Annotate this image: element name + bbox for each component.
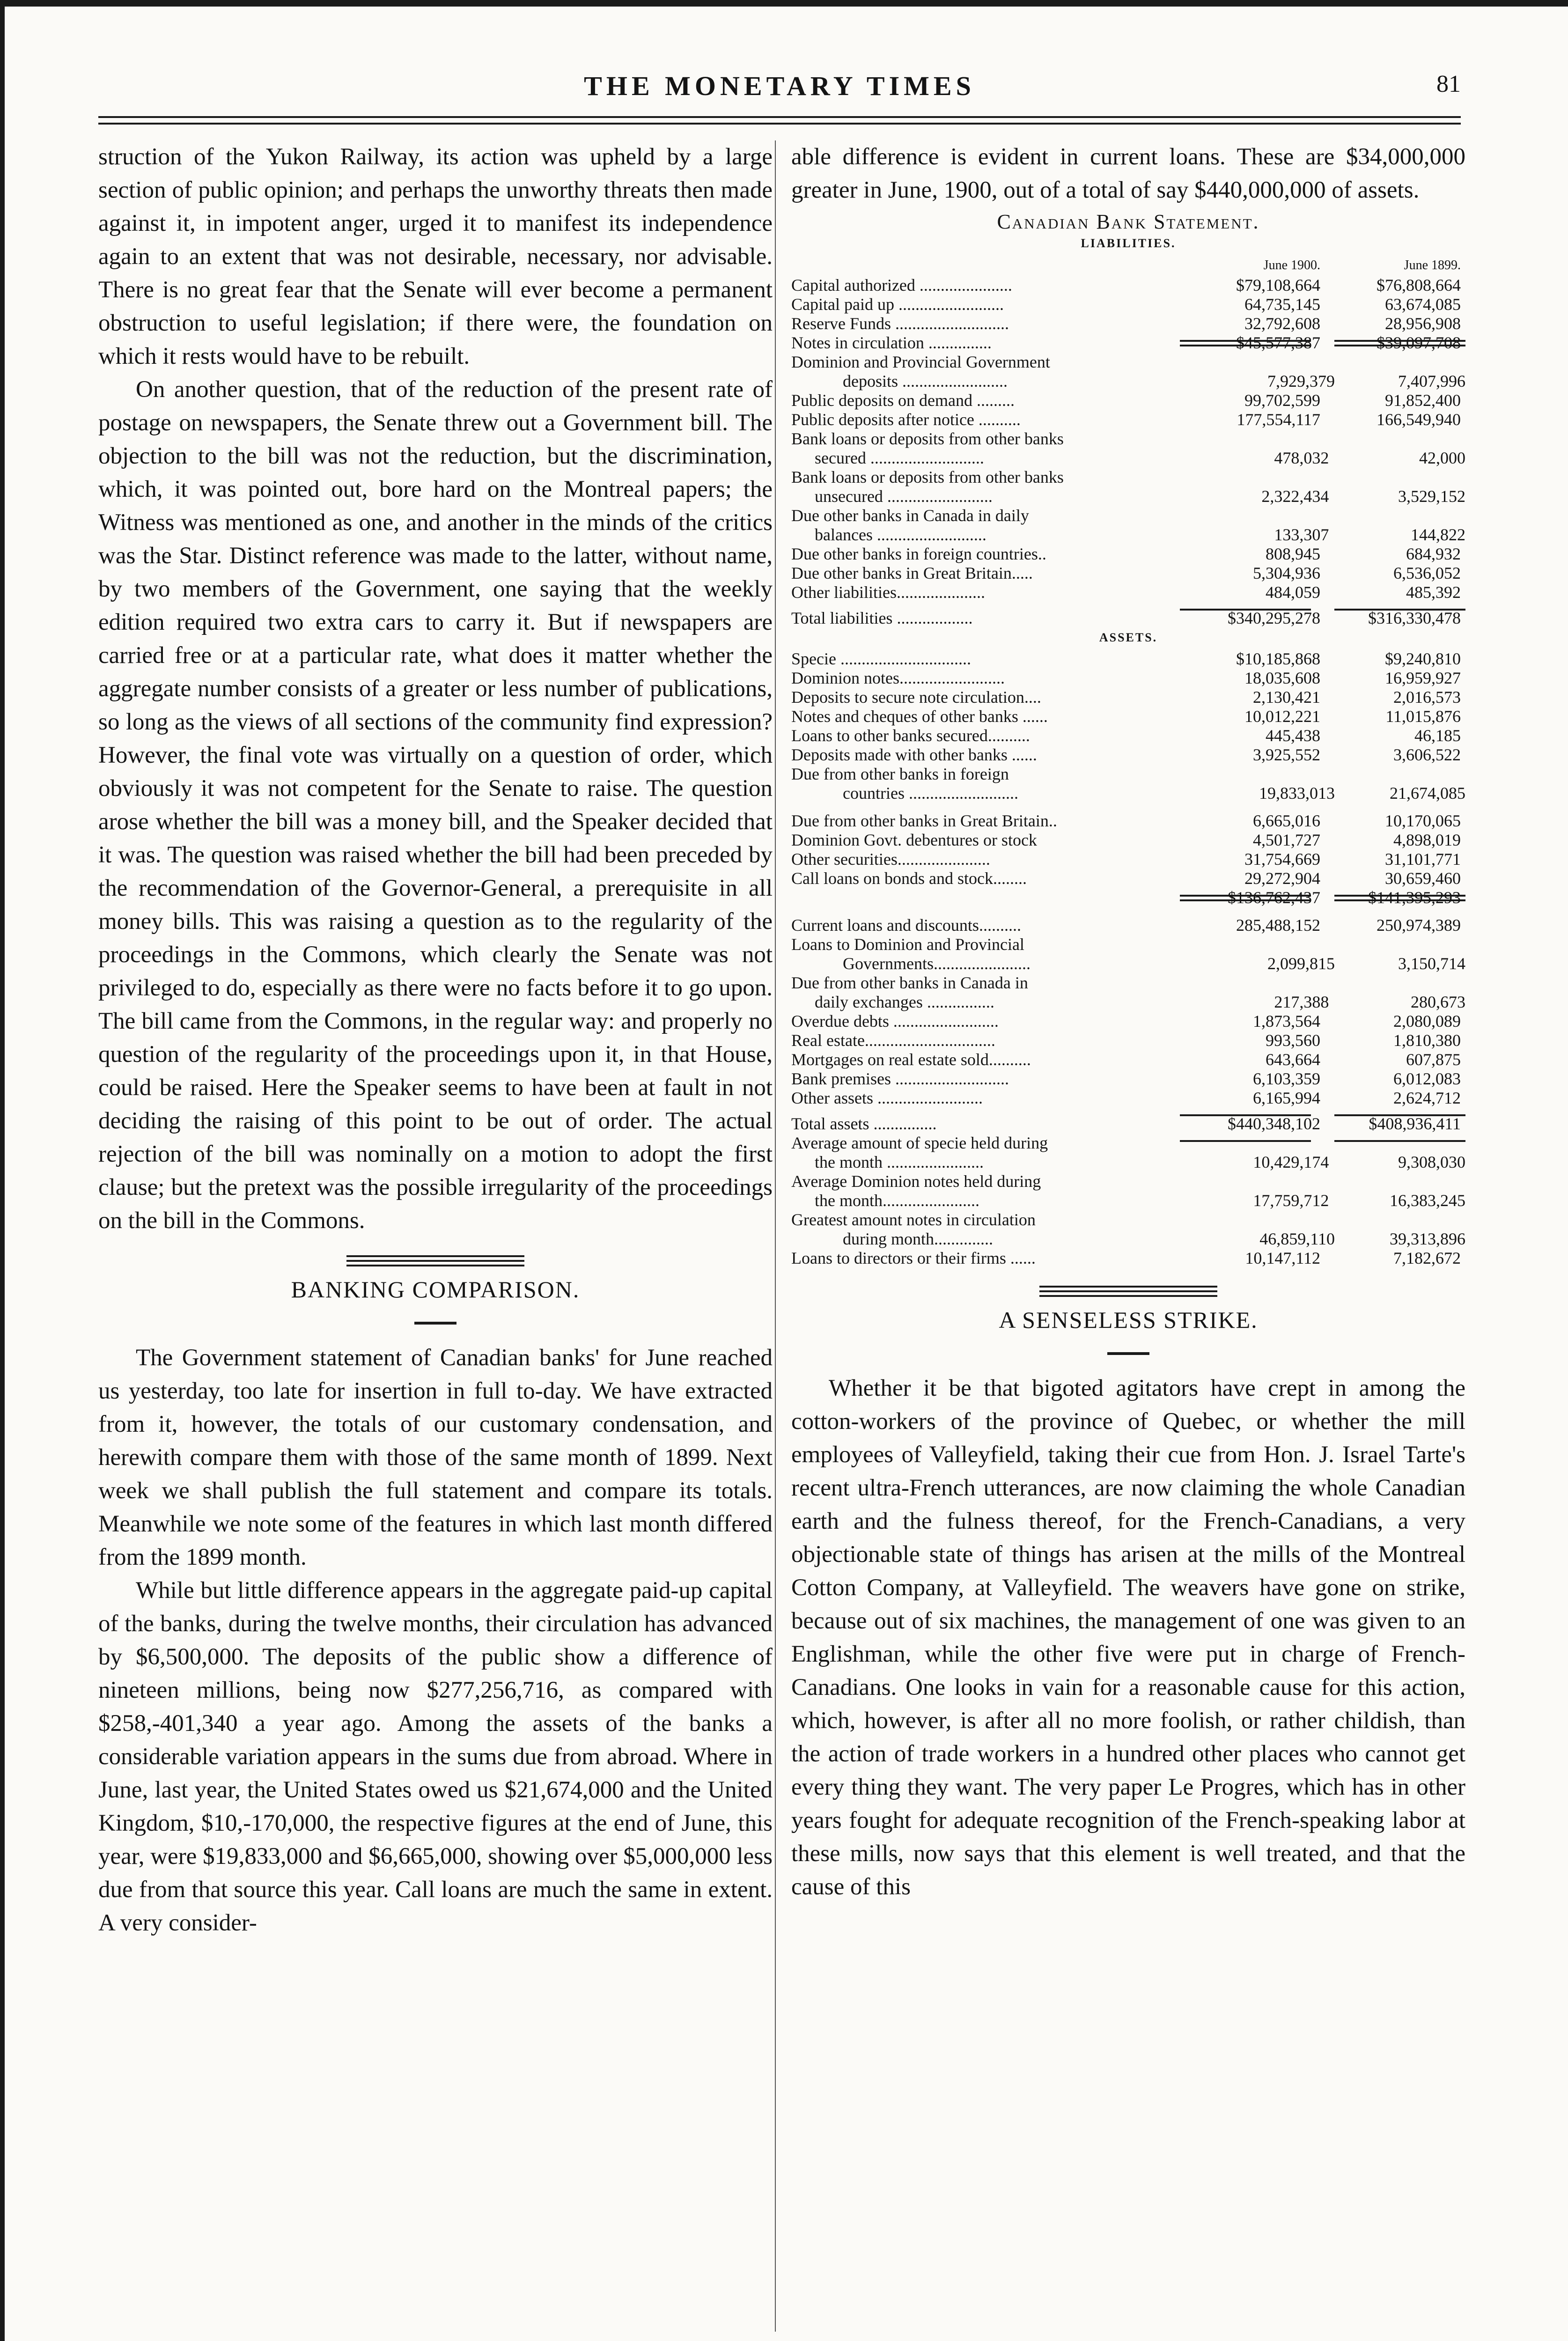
row-label: Other securities......................: [791, 850, 990, 869]
value-1899: 4,898,019: [1393, 831, 1461, 849]
value-1900: 32,792,608: [1244, 314, 1320, 333]
row-label: Due other banks in Canada in daily: [791, 506, 1029, 525]
row-label: Total liabilities ..................: [791, 609, 973, 627]
table-row: [791, 1249, 1465, 1268]
value-1899: 2,016,573: [1393, 688, 1461, 707]
value-1899: 39,313,896: [1389, 1229, 1465, 1248]
table-row: [791, 1069, 1465, 1089]
value-1899: 6,012,083: [1393, 1069, 1461, 1088]
value-1899: 6,536,052: [1393, 564, 1461, 582]
page-top-border: [0, 0, 1568, 7]
row-label: Dominion notes.........................: [791, 669, 1005, 687]
row-label: Dominion and Provincial Government: [791, 353, 1050, 371]
table-row: [791, 973, 1465, 993]
value-1899: 250,974,389: [1377, 916, 1461, 935]
table-row: [791, 449, 1465, 468]
value-1900: 18,035,608: [1244, 669, 1320, 687]
total-row: [791, 609, 1465, 628]
value-1900: 285,488,152: [1236, 916, 1320, 935]
value-1899: 166,549,940: [1377, 410, 1461, 429]
row-label: secured ...........................: [815, 449, 984, 467]
value-1900: 993,560: [1266, 1031, 1320, 1050]
value-1899: 684,932: [1406, 545, 1461, 563]
value-1899: 10,170,065: [1385, 811, 1461, 830]
column-header-1899: June 1899.: [1404, 258, 1461, 272]
value-1900: 478,032: [1274, 449, 1329, 467]
row-label: Bank loans or deposits from other banks: [791, 429, 1064, 448]
table-row: [791, 850, 1465, 869]
table-row: [791, 583, 1465, 602]
value-1900: $45,577,387: [1236, 333, 1320, 352]
row-label: Public deposits on demand .........: [791, 391, 1015, 410]
row-label: Loans to directors or their firms ......: [791, 1249, 1036, 1267]
value-1900: 7,929,379: [1267, 372, 1335, 390]
value-1900: 6,103,359: [1253, 1069, 1320, 1088]
value-1900: 6,665,016: [1253, 811, 1320, 830]
value-1899: 16,383,245: [1390, 1191, 1465, 1210]
page-left-border: [0, 0, 5, 2341]
value-1900: $79,108,664: [1236, 276, 1320, 294]
header-rule-top: [98, 116, 1461, 118]
row-label: Notes in circulation ...............: [791, 333, 992, 352]
row-label: balances ..........................: [815, 525, 986, 544]
assets-label: ASSETS.: [1099, 631, 1158, 644]
value-1899: 16,959,927: [1385, 669, 1461, 687]
table-row: [791, 688, 1465, 707]
table-row: [791, 1134, 1465, 1153]
table-header-row: [791, 255, 1465, 276]
article-paragraph: The Government statement of Canadian banks' for June reached us yesterday, too late for insertion in full to-day. We have extracted from it, however, the totals of our customary condensation, and herewith compare them with those of the same month of 1899. Next week we shall publish the full statement and compare its totals. Meanwhile we note some of the features in which last month differed from the 1899 month.: [98, 1345, 773, 1570]
value-1899: 485,392: [1406, 583, 1461, 602]
table-row: [791, 811, 1465, 831]
article-paragraph: While but little difference appears in the aggregate paid-up capital of the banks, during the twelve months, their circulation has advanced by $6,500,000. The deposits of the public show a difference of nineteen millions, being now $277,256,716, as compared with $258,-401,340 a year ago. Among the assets of the banks a considerable variation appears in the sums due from abroad. Where in June, last year, the United States owed us $21,674,000 and the United Kingdom, $10,-170,000, the respective figures at the end of June, this year, were $19,833,000 and $6,665,000, showing over $5,000,000 less due from that source this year. Call loans are much the same in extent. A very consider-: [98, 1577, 773, 1936]
value-1899: 2,080,089: [1393, 1012, 1461, 1031]
row-label: Dominion Govt. debentures or stock: [791, 831, 1037, 849]
bank-statement-table: [791, 255, 1465, 1268]
value-1899: 42,000: [1419, 449, 1465, 467]
table-row: [791, 831, 1465, 850]
table-row: [791, 869, 1465, 888]
value-1899: $9,240,810: [1385, 649, 1461, 668]
table-row: [791, 669, 1465, 688]
value-1899: 3,606,522: [1393, 745, 1461, 764]
table-row: [791, 391, 1465, 410]
value-1900: 217,388: [1274, 993, 1329, 1011]
value-1900: 10,012,221: [1244, 707, 1320, 726]
table-row: [791, 545, 1465, 564]
value-1899: $316,330,478: [1368, 609, 1461, 627]
row-label: Due from other banks in Canada in: [791, 973, 1028, 992]
row-label: Real estate...............................: [791, 1031, 995, 1050]
table-row: [791, 1012, 1465, 1031]
row-label: countries ..........................: [843, 784, 1018, 802]
value-1899: $39,097,708: [1377, 333, 1461, 352]
value-1899: 91,852,400: [1385, 391, 1461, 410]
value-1900: 808,945: [1266, 545, 1320, 563]
running-header: [98, 70, 1461, 126]
row-label: unsecured .........................: [815, 487, 993, 506]
row-label: Due from other banks in Great Britain..: [791, 811, 1057, 830]
section-divider: [1039, 1286, 1217, 1297]
value-1899: 28,956,908: [1385, 314, 1461, 333]
value-1899: 7,407,996: [1398, 372, 1465, 390]
total-row: [791, 1114, 1465, 1134]
value-1900: 10,429,174: [1253, 1153, 1329, 1171]
table-row: [791, 935, 1465, 954]
row-label: Bank premises ...........................: [791, 1069, 1009, 1088]
row-label: Reserve Funds ...........................: [791, 314, 1009, 333]
row-label: Mortgages on real estate sold..........: [791, 1050, 1031, 1069]
left-column: [98, 140, 773, 1940]
value-1900: 10,147,112: [1245, 1249, 1320, 1267]
value-1900: $340,295,278: [1228, 609, 1320, 627]
row-label: Capital authorized ......................: [791, 276, 1012, 294]
value-1900: 4,501,727: [1253, 831, 1320, 849]
value-1900: 29,272,904: [1244, 869, 1320, 888]
value-1900: 133,307: [1274, 525, 1329, 544]
short-rule: [1107, 1352, 1149, 1355]
value-1899: 11,015,876: [1385, 707, 1461, 726]
table-row: [791, 333, 1465, 353]
value-1899: 30,659,460: [1385, 869, 1461, 888]
table-row: [791, 525, 1465, 545]
value-1900: 46,859,110: [1259, 1229, 1335, 1248]
row-label: Governments.......................: [843, 954, 1031, 973]
value-1900: 6,165,994: [1253, 1089, 1320, 1107]
value-1900: 2,130,421: [1253, 688, 1320, 707]
value-1899: 3,150,714: [1398, 954, 1465, 973]
table-row: [791, 707, 1465, 726]
table-row: [791, 1229, 1465, 1249]
table-row: [791, 1050, 1465, 1069]
row-label: Deposits made with other banks ......: [791, 745, 1037, 764]
value-1900: 3,925,552: [1253, 745, 1320, 764]
value-1900: 99,702,599: [1244, 391, 1320, 410]
section-divider: [346, 1255, 524, 1266]
table-row: [791, 1210, 1465, 1229]
column-divider: [775, 140, 776, 2332]
row-label: Other liabilities.....................: [791, 583, 985, 602]
table-row: [791, 410, 1465, 429]
row-label: Notes and cheques of other banks ......: [791, 707, 1048, 726]
value-1900: $136,762,437: [1228, 888, 1320, 907]
subtotal-row: [791, 888, 1465, 907]
section-heading-banking: BANKING COMPARISON.: [291, 1276, 580, 1303]
table-row: [791, 468, 1465, 487]
table-row: [791, 1031, 1465, 1050]
article-paragraph: Whether it be that bigoted agitators have crept in among the cotton-workers of the province of Quebec, or whether the mill employees of Valleyfield, taking their cue from Hon. J. Israel Tarte's recent ultra-French utterances, are now claiming the whole Canadian earth and the fulness thereof, for the French-Canadians, a very objectionable state of things has arisen at the mills of the Montreal Cotton Company, at Valleyfield. The weavers have gone on strike, because out of six machines, the management of one was given to an Englishman, while the other five were put in charge of French-Canadians. One looks in vain for a reasonable cause for this action, which, however, is after all no more foolish, or rather childish, than the action of trade workers in a hundred other places who cannot get every thing they want. The very paper Le Progres, which has in other years fought for adequate recognition of the French-speaking labor at these mills, now says that this element is well treated, and that the cause of this: [791, 1375, 1465, 1900]
row-label: Greatest amount notes in circulation: [791, 1210, 1036, 1229]
table-row: [791, 372, 1465, 391]
value-1899: 1,810,380: [1393, 1031, 1461, 1050]
row-label: Total assets ...............: [791, 1114, 937, 1133]
row-label: Average Dominion notes held during: [791, 1172, 1041, 1191]
table-row: [791, 954, 1465, 973]
value-1900: 484,059: [1266, 583, 1320, 602]
row-label: Deposits to secure note circulation....: [791, 688, 1041, 707]
right-column: [791, 140, 1465, 1904]
column-header-1900: June 1900.: [1263, 258, 1320, 272]
value-1899: 63,674,085: [1385, 295, 1461, 314]
row-label: Capital paid up .........................: [791, 295, 1004, 314]
table-row: [791, 429, 1465, 449]
table-row: [791, 564, 1465, 583]
value-1900: 64,735,145: [1244, 295, 1320, 314]
value-1900: 5,304,936: [1253, 564, 1320, 582]
value-1899: 31,101,771: [1385, 850, 1461, 869]
value-1899: 21,674,085: [1389, 784, 1465, 802]
short-rule: [414, 1322, 456, 1325]
value-1899: 9,308,030: [1398, 1153, 1465, 1171]
table-row: [791, 726, 1465, 745]
table-row: [791, 784, 1465, 803]
row-label: the month.......................: [815, 1191, 979, 1210]
row-label: deposits .........................: [843, 372, 1008, 390]
row-label: Average amount of specie held during: [791, 1134, 1048, 1152]
table-row: [791, 295, 1465, 314]
table-row: [791, 353, 1465, 372]
value-1899: $408,936,411: [1369, 1114, 1461, 1133]
value-1899: 144,822: [1411, 525, 1465, 544]
row-label: Bank loans or deposits from other banks: [791, 468, 1064, 486]
value-1900: 31,754,669: [1244, 850, 1320, 869]
value-1899: $76,808,664: [1377, 276, 1461, 294]
masthead-title: THE MONETARY TIMES: [584, 71, 975, 101]
value-1900: 2,099,815: [1267, 954, 1335, 973]
row-label: Overdue debts .........................: [791, 1012, 999, 1031]
table-title: Canadian Bank Statement.: [997, 210, 1260, 233]
row-label: daily exchanges ................: [815, 993, 994, 1011]
article-paragraph: struction of the Yukon Railway, its action was upheld by a large section of public opinion; and perhaps the unworthy threats then made against it, in impotent anger, urged it to manifest its independence again to an extent that was not desirable, necessary, nor advisable. There is no great fear that the Senate will ever become a permanent obstruction to useful legislation; if there were, the foundation on which it rests would have to be rebuilt.: [98, 144, 773, 369]
row-label: Specie ...............................: [791, 649, 971, 668]
row-label: Public deposits after notice ..........: [791, 410, 1021, 429]
table-row: [791, 487, 1465, 506]
row-label: Due from other banks in foreign: [791, 765, 1009, 783]
table-row: [791, 1089, 1465, 1108]
row-label: Call loans on bonds and stock........: [791, 869, 1027, 888]
table-row: [791, 649, 1465, 669]
table-row: [791, 1172, 1465, 1191]
value-1900: 643,664: [1266, 1050, 1320, 1069]
row-label: during month..............: [843, 1229, 993, 1248]
value-1900: 445,438: [1266, 726, 1320, 745]
row-label: Current loans and discounts..........: [791, 916, 1021, 935]
value-1900: 17,759,712: [1253, 1191, 1329, 1210]
value-1900: $10,185,868: [1236, 649, 1320, 668]
value-1900: $440,348,102: [1228, 1114, 1320, 1133]
row-label: Due other banks in Great Britain.....: [791, 564, 1033, 582]
value-1899: 46,185: [1414, 726, 1461, 745]
liabilities-label: LIABILITIES.: [1081, 236, 1176, 250]
row-label: Loans to Dominion and Provincial: [791, 935, 1024, 954]
page-number: 81: [1436, 71, 1461, 97]
row-label: Due other banks in foreign countries..: [791, 545, 1046, 563]
value-1900: 177,554,117: [1237, 410, 1320, 429]
table-row: [791, 1153, 1465, 1172]
header-rule-bottom: [98, 123, 1461, 125]
value-1899: 3,529,152: [1398, 487, 1465, 506]
row-label: Other assets .........................: [791, 1089, 983, 1107]
value-1900: 2,322,434: [1261, 487, 1329, 506]
value-1900: 1,873,564: [1253, 1012, 1320, 1031]
value-1899: $141,395,293: [1368, 888, 1461, 907]
table-row: [791, 1191, 1465, 1210]
value-1900: 19,833,013: [1259, 784, 1335, 802]
article-paragraph: On another question, that of the reduction of the present rate of postage on newspapers, the Senate threw out a Government bill. The objection to the bill was not the reduction, but the discrimination, which, it was pointed out, bore hard on the Montreal papers; the Witness was mentioned as one, and another in the minds of the critics was the Star. Distinct reference was made to the latter, without name, by two members of the Government, one saying that the weekly edition required two extra cars to carry it. But if newspapers are carried free or at a particular rate, what does it matter whether the aggregate number consists of a greater or less number of publications, so long as the views of all sections of the community find expression? However, the final vote was virtually on a question of order, which obviously it was not competent for the Senate to raise. The question arose whether the bill was a money bill, and the Speaker decided that it was. The question was raised whether the bill had been preceded by the recommendation of the Governor-General, a prerequisite in all money bills. This was raising a question as to the regularity of the proceedings in the Commons, which clearly the Senate was not privileged to do, especially as there were no facts before it to go upon. The bill came from the Commons, in the regular way: and properly no question of the regularity of the proceedings upon it, in that House, could be raised. Here the Speaker seems to have been at fault in not deciding the raising of this point to be out of order. The actual rejection of the bill was nominally on a motion to adopt the first clause; but the pretext was the possible irregularity of the proceedings on the bill in the Commons.: [98, 376, 773, 1234]
value-1899: 607,875: [1406, 1050, 1461, 1069]
section-heading-strike: A SENSELESS STRIKE.: [999, 1307, 1258, 1333]
value-1899: 280,673: [1411, 993, 1465, 1011]
value-1899: 2,624,712: [1393, 1089, 1461, 1107]
table-row: [791, 765, 1465, 784]
table-row: [791, 276, 1465, 295]
table-row: [791, 993, 1465, 1012]
table-row: [791, 745, 1465, 765]
row-label: the month .......................: [815, 1153, 984, 1171]
table-row: [791, 314, 1465, 333]
row-label: Loans to other banks secured..........: [791, 726, 1030, 745]
table-row: [791, 506, 1465, 525]
article-paragraph: able difference is evident in current loans. These are $34,000,000 greater in June, 1900, out of a total of say $440,000,000 of assets.: [791, 144, 1465, 203]
table-row: [791, 916, 1465, 935]
value-1899: 7,182,672: [1393, 1249, 1461, 1267]
